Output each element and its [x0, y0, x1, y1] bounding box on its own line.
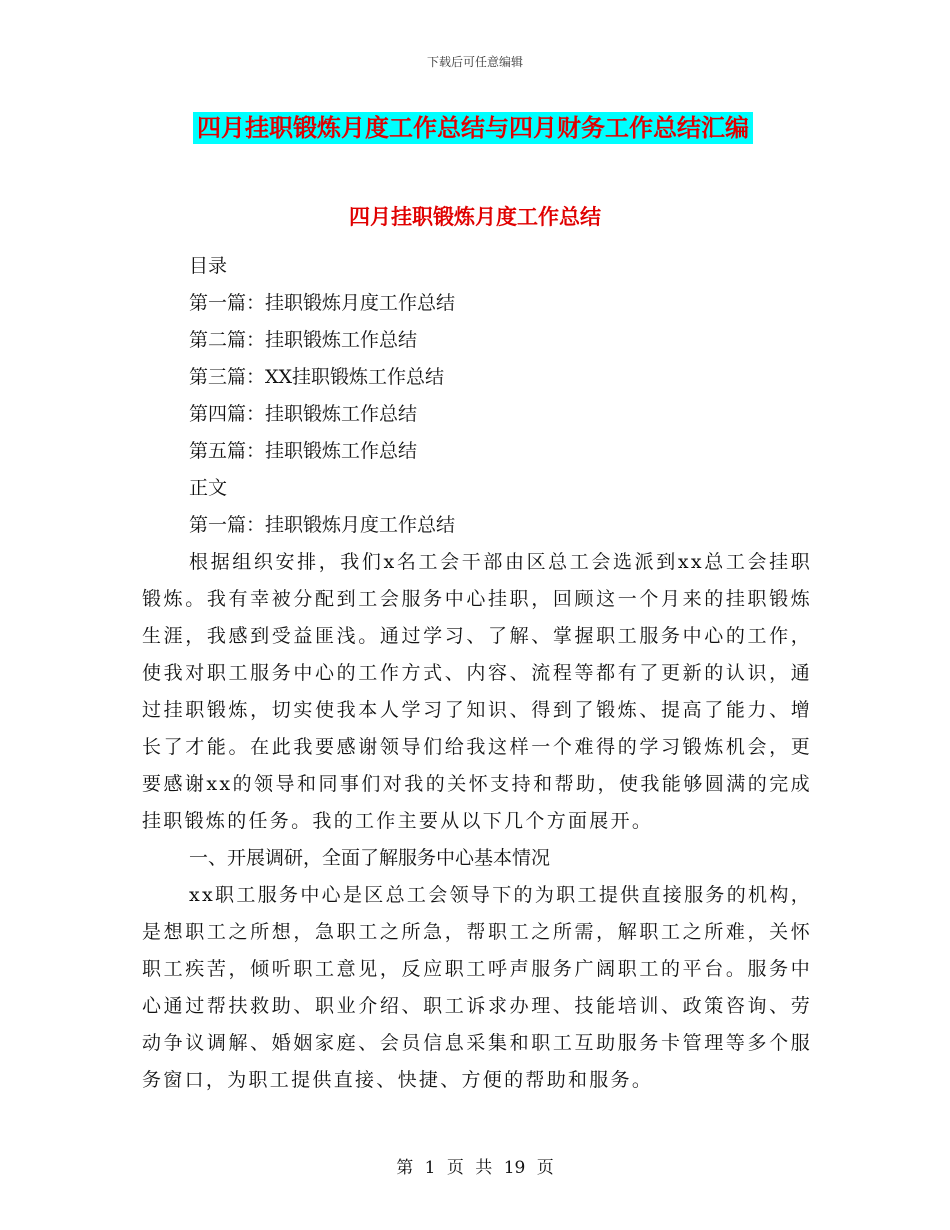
body-label: 正文 [189, 477, 228, 499]
document-body [142, 248, 812, 1099]
header-note: 下载后可任意编辑 [426, 55, 523, 69]
toc-item: 第二篇：挂职锻炼工作总结 [189, 329, 418, 351]
toc-item: 第五篇：挂职锻炼工作总结 [189, 440, 418, 462]
body-paragraph: 根据组织安排，我们x名工会干部由区总工会选派到xx总工会挂职锻炼。我有幸被分配到工会服务中心挂职，回顾这一个月来的挂职锻炼生涯，我感到受益匪浅。通过学习、了解、掌握职工服务中心的工作，使我对职工服务中心的工作方式、内容、流程等都有了更新的认识，通过挂职锻炼，切实使我本人学习了知识、得到了锻炼、提高了能力、增长了才能。在此我要感谢领导们给我这样一个难得的学习锻炼机会，更要感谢xx的领导和同事们对我的关怀支持和帮助，使我能够圆满的完成挂职锻炼的任务。我的工作主要从以下几个方面展开。 [142, 551, 812, 832]
subheading: 一、开展调研，全面了解服务中心基本情况 [189, 847, 551, 869]
body-paragraph: xx职工服务中心是区总工会领导下的为职工提供直接服务的机构，是想职工之所想，急职工之所急，帮职工之所需，解职工之所难，关怀职工疾苦，倾听职工意见，反应职工呼声服务广阔职工的平台。服务中心通过帮扶救助、职业介绍、职工诉求办理、技能培训、政策咨询、劳动争议调解、婚姻家庭、会员信息采集和职工互助服务卡管理等多个服务窗口，为职工提供直接、快捷、方便的帮助和服务。 [142, 884, 812, 1091]
toc-item: 第四篇：挂职锻炼工作总结 [189, 403, 418, 425]
chapter-title: 第一篇：挂职锻炼月度工作总结 [189, 514, 456, 536]
document-title: 四月挂职锻炼月度工作总结与四月财务工作总结汇编 [193, 112, 753, 144]
section-title: 四月挂职锻炼月度工作总结 [349, 205, 601, 229]
toc-item: 第三篇：XX挂职锻炼工作总结 [189, 366, 445, 388]
page-footer: 第 1 页 共 19 页 [396, 1158, 554, 1178]
toc-heading: 目录 [189, 255, 228, 277]
toc-item: 第一篇：挂职锻炼月度工作总结 [189, 292, 456, 314]
